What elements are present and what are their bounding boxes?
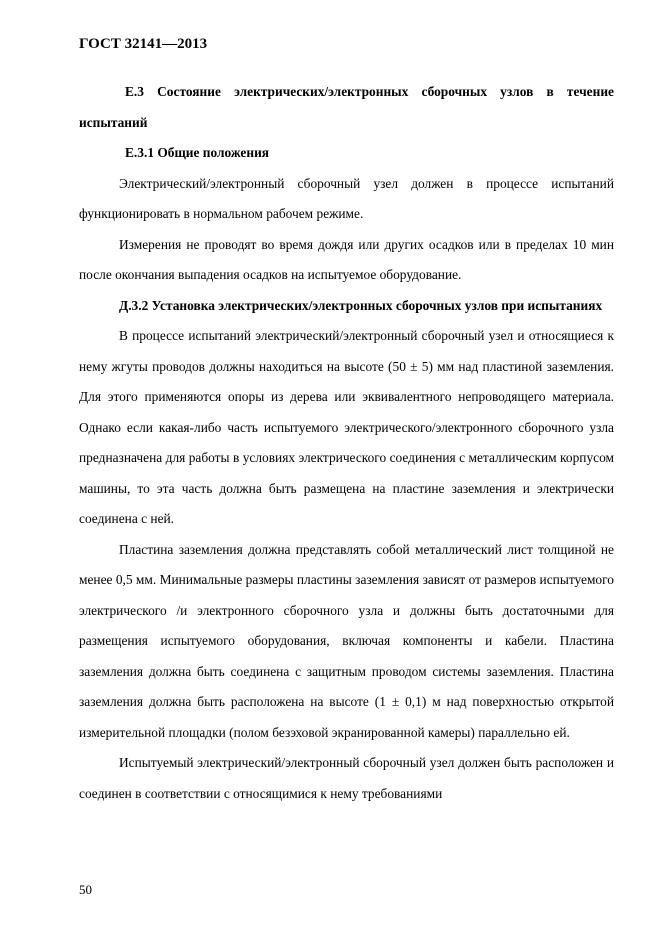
section-heading-e3: Е.3 Состояние электрических/электронных сборочных узлов в течение испытаний <box>79 84 614 130</box>
paragraph-5: Испытуемый электрический/электронный сборочный узел должен быть расположен и соединен в соответствии с относящимися к нему требованиями <box>79 755 614 801</box>
paragraph-1: Электрический/электронный сборочный узел должен в процессе испытаний функционировать в нормальном рабочем режиме. <box>79 175 614 221</box>
subsection-heading-d32: Д.3.2 Установка электрических/электронных сборочных узлов при испытаниях <box>119 297 603 313</box>
page-number: 50 <box>79 882 92 897</box>
paragraph-3: В процессе испытаний электрический/электронный сборочный узел и относящиеся к нему жгуты проводов должны находиться на высоте (50 ± 5) мм над пластиной заземления. Для этого применяются опоры из дерева или эквивалентного непроводящего материала. Однако если какая-либо часть испытуемого электрического/электронного сборочного узла предназначена для работы в условиях электрического соединения с металлическим корпусом машины, то эта часть должна быть размещена на пластине заземления и электрически соединена с ней. <box>79 328 614 526</box>
document-body <box>79 77 614 809</box>
subsection-heading-e31: Е.3.1 Общие положения <box>125 145 270 160</box>
paragraph-2: Измерения не проводят во время дождя или других осадков или в пределах 10 мин после окончания выпадения осадков на испытуемое оборудование. <box>79 236 614 282</box>
paragraph-4: Пластина заземления должна представлять собой металлический лист толщиной не менее 0,5 мм. Минимальные размеры пластины заземления зависят от размеров испытуемого электрического /и электронного сборочного узла и должны быть достаточными для размещения испытуемого оборудования, включая компоненты и кабели. Пластина заземления должна быть соединена с защитным проводом системы заземления. Пластина заземления должна быть расположена на высоте (1 ± 0,1) м над поверхностью открытой измерительной площадки (полом безэховой экранированной камеры) параллельно ей. <box>79 541 614 740</box>
document-header: ГОСТ 32141—2013 <box>79 36 208 52</box>
